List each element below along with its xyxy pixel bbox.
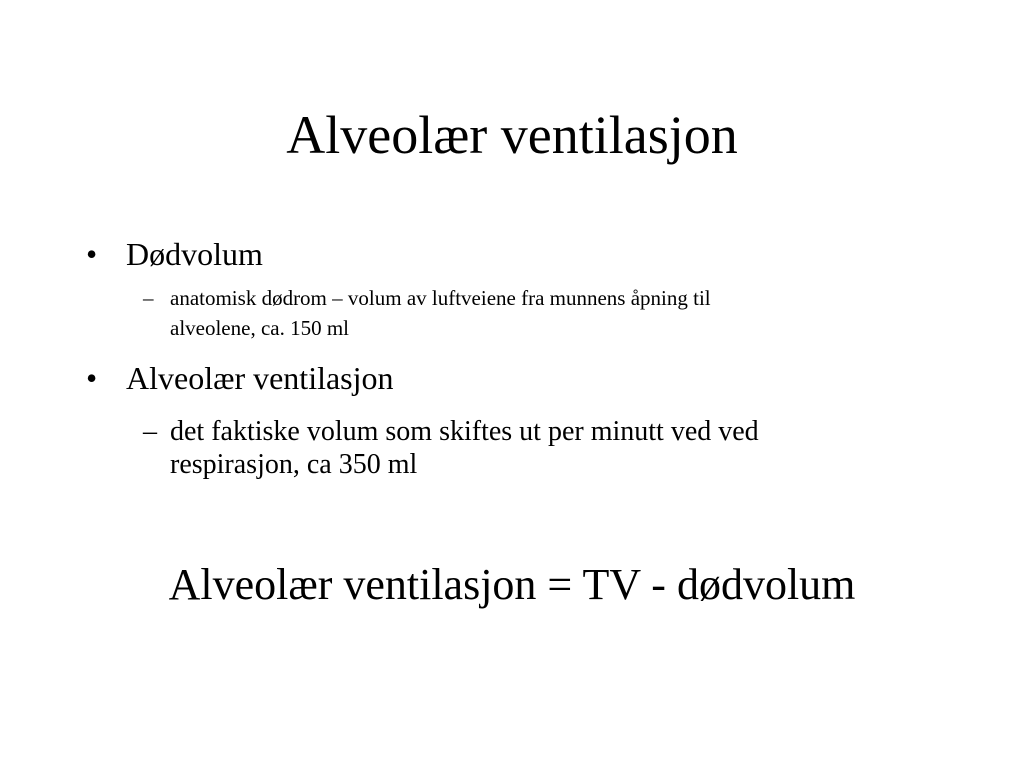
sub-bullet-text [170,283,711,343]
sub-bullet-line: anatomisk dødrom – volum av luftveiene fra munnens åpning til [170,286,711,310]
bullet-marker: • [86,360,98,396]
sub-bullet-line: det faktiske volum som skiftes ut per minutt ved ved [170,416,759,447]
sub-bullet-line: respirasjon, ca 350 ml [170,449,418,480]
equation: Alveolær ventilasjon = TV - dødvolum [168,560,856,609]
slide-title: Alveolær ventilasjon [286,105,738,165]
sub-bullet-marker: – [143,416,157,447]
bullet-marker: • [86,236,98,272]
sub-bullet-marker: – [143,286,154,310]
sub-bullet-text [170,415,759,481]
bullet-text: Alveolær ventilasjon [126,360,394,396]
sub-bullet-line: alveolene, ca. 150 ml [170,316,350,340]
bullet-text: Dødvolum [126,236,263,272]
